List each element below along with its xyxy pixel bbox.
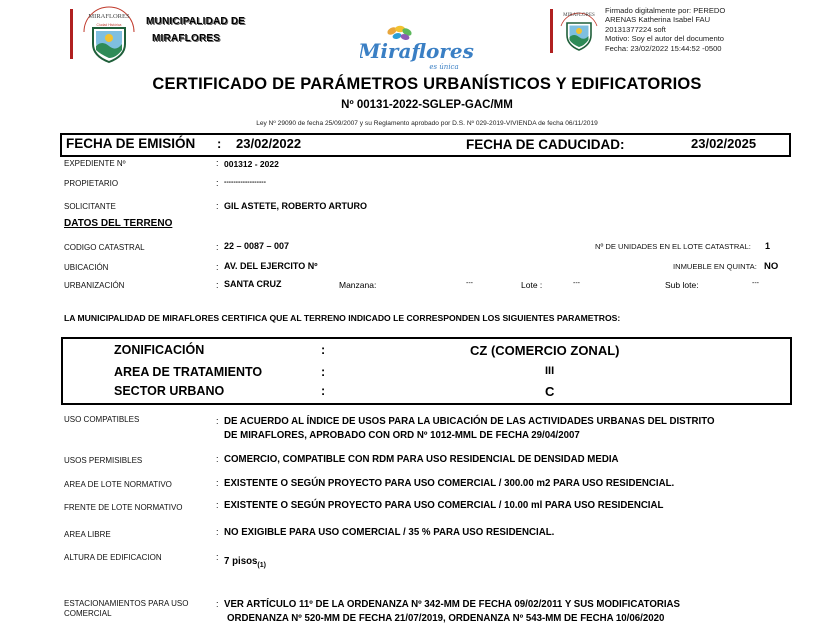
tratamiento-value: III [545, 365, 555, 377]
usos-compatibles-value [224, 415, 715, 443]
usos-compatibles-line1: DE ACUERDO AL ÍNDICE DE USOS PARA LA UBICACIÓN DE LAS ACTIVIDADES URBANAS DEL DISTRITO [224, 416, 715, 427]
certificate-number: Nº 00131-2022-SGLEP-GAC/MM [341, 99, 513, 111]
terreno-heading: DATOS DEL TERRENO [64, 218, 173, 229]
ubicacion-colon: : [216, 262, 219, 272]
expediente-colon: : [216, 158, 219, 168]
area-libre-value: NO EXIGIBLE PARA USO COMERCIAL / 35 % PARA USO RESIDENCIAL. [224, 527, 555, 538]
emission-label: FECHA DE EMISIÓN [66, 136, 196, 151]
svg-text:Miraflores: Miraflores [360, 39, 474, 63]
frente-lote-label: FRENTE DE LOTE NORMATIVO [64, 503, 183, 512]
signature-line-2: ARENAS Katherina Isabel FAU [605, 15, 711, 25]
right-red-bar [550, 9, 553, 53]
sector-label: SECTOR URBANO [114, 384, 225, 398]
expiry-label: FECHA DE CADUCIDAD: [466, 137, 625, 152]
area-lote-label: AREA DE LOTE NORMATIVO [64, 480, 172, 489]
sector-colon: : [321, 384, 326, 398]
urbanizacion-value: SANTA CRUZ [224, 279, 282, 289]
quinta-label: INMUEBLE EN QUINTA: [673, 262, 757, 271]
sublote-label: Sub lote: [665, 280, 699, 290]
usos-compatibles-label: USO COMPATIBLES [64, 415, 140, 424]
frente-lote-colon: : [216, 500, 219, 510]
quinta-value: NO [764, 261, 779, 272]
area-lote-value: EXISTENTE O SEGÚN PROYECTO PARA USO COMERCIAL / 300.00 m2 PARA USO RESIDENCIAL. [224, 478, 675, 489]
expediente-label: EXPEDIENTE Nº [64, 159, 126, 168]
manzana-value: --- [466, 280, 473, 287]
emission-value: 23/02/2022 [236, 136, 302, 151]
svg-text:MIRAFLORES: MIRAFLORES [88, 13, 130, 20]
usos-permisibles-value: COMERCIO, COMPATIBLE CON RDM PARA USO RESIDENCIAL DE DENSIDAD MEDIA [224, 454, 619, 465]
expediente-value: 001312 - 2022 [224, 159, 279, 169]
municipality-line2: MIRAFLORES [152, 33, 221, 44]
lote-value: --- [573, 280, 580, 287]
estacionamientos-label [64, 599, 188, 619]
expiry-value: 23/02/2025 [691, 136, 757, 151]
estacionamientos-colon: : [216, 599, 219, 609]
estacionamientos-line2: ORDENANZA Nº 520-MM DE FECHA 21/07/2019, ORDENANZA Nº 543-MM DE FECHA 10/06/2020 [227, 613, 665, 624]
usos-permisibles-label: USOS PERMISIBLES [64, 456, 143, 465]
usos-compatibles-colon: : [216, 416, 219, 426]
catastral-label: CODIGO CATASTRAL [64, 243, 145, 252]
municipality-line1: MUNICIPALIDAD DE [146, 16, 246, 27]
left-red-bar [70, 9, 73, 59]
solicitante-value: GIL ASTETE, ROBERTO ARTURO [224, 201, 368, 211]
estacionamientos-label-line1: ESTACIONAMIENTOS PARA USO [64, 599, 189, 608]
signature-line-3: 20131377224 soft [605, 24, 666, 34]
sector-value: C [545, 384, 555, 399]
manzana-label: Manzana: [339, 280, 377, 290]
municipal-seal-left [80, 6, 138, 64]
area-lote-colon: : [216, 478, 219, 488]
altura-value [224, 555, 266, 573]
municipality-name [146, 13, 245, 47]
signature-line-5: Fecha: 23/02/2022 15:44:52 -0500 [605, 43, 722, 53]
usos-compatibles-line2: DE MIRAFLORES, APROBADO CON ORD Nº 1012-MML DE FECHA 29/04/2007 [224, 430, 580, 441]
estacionamientos-line1: VER ARTÍCULO 11º DE LA ORDENANZA Nº 342-MM DE FECHA 09/02/2011 Y SUS MODIFICATORIAS [224, 599, 681, 610]
catastral-colon: : [216, 242, 219, 252]
certificate-title: CERTIFICADO DE PARÁMETROS URBANÍSTICOS Y EDIFICATORIOS [152, 75, 702, 93]
miraflores-brand-logo [360, 24, 475, 72]
digital-signature-block [605, 6, 725, 53]
tratamiento-label: AREA DE TRATAMIENTO [114, 365, 263, 379]
svg-text:MIRAFLORES: MIRAFLORES [563, 13, 595, 18]
estacionamientos-label-line2: COMERCIAL [64, 609, 112, 618]
zonificacion-label: ZONIFICACIÓN [114, 343, 205, 357]
certifies-statement: LA MUNICIPALIDAD DE MIRAFLORES CERTIFICA QUE AL TERRENO INDICADO LE CORRESPONDEN LOS SIGUIENTES PARAMETROS: [64, 313, 621, 323]
solicitante-label: SOLICITANTE [64, 202, 116, 211]
frente-lote-value: EXISTENTE O SEGÚN PROYECTO PARA USO COMERCIAL / 10.00 ml PARA USO RESIDENCIAL [224, 500, 664, 511]
solicitante-colon: : [216, 201, 219, 211]
lote-label: Lote : [521, 280, 543, 290]
signature-line-1: Firmado digitalmente por: PEREDO [605, 6, 726, 15]
altura-footnote: (1) [257, 561, 266, 569]
area-libre-colon: : [216, 527, 219, 537]
altura-value-text: 7 pisos [224, 556, 258, 567]
propietario-colon: : [216, 178, 219, 188]
estacionamientos-value [224, 598, 680, 626]
catastral-value: 22 – 0087 – 007 [224, 241, 290, 251]
ubicacion-value: AV. DEL EJERCITO Nº [224, 261, 318, 271]
signature-line-4: Motivo: Soy el autor del documento [605, 34, 725, 44]
zonificacion-value: CZ (COMERCIO ZONAL) [470, 343, 620, 358]
law-reference: Ley Nº 29090 de fecha 25/09/2007 y su Reglamento aprobado por D.S. Nº 029-2019-VIVIENDA de fecha 06/11/2019 [256, 120, 598, 127]
unidades-label: Nº DE UNIDADES EN EL LOTE CATASTRAL: [595, 242, 751, 251]
emission-colon: : [217, 136, 222, 151]
urbanizacion-colon: : [216, 280, 219, 290]
area-libre-label: AREA LIBRE [64, 530, 111, 539]
zonificacion-colon: : [321, 343, 326, 357]
propietario-value: ------------------ [224, 179, 266, 186]
ubicacion-label: UBICACIÓN [64, 263, 109, 272]
tratamiento-colon: : [321, 365, 326, 379]
svg-text:es única: es única [429, 63, 459, 71]
svg-text:Ciudad Histórica: Ciudad Histórica [96, 23, 122, 27]
altura-colon: : [216, 552, 219, 562]
propietario-label: PROPIETARIO [64, 179, 119, 188]
municipal-seal-right [558, 6, 600, 54]
urbanizacion-label: URBANIZACIÓN [64, 281, 125, 290]
sublote-value: --- [752, 280, 759, 287]
unidades-value: 1 [765, 241, 771, 251]
usos-permisibles-colon: : [216, 454, 219, 464]
altura-label: ALTURA DE EDIFICACION [64, 553, 162, 562]
